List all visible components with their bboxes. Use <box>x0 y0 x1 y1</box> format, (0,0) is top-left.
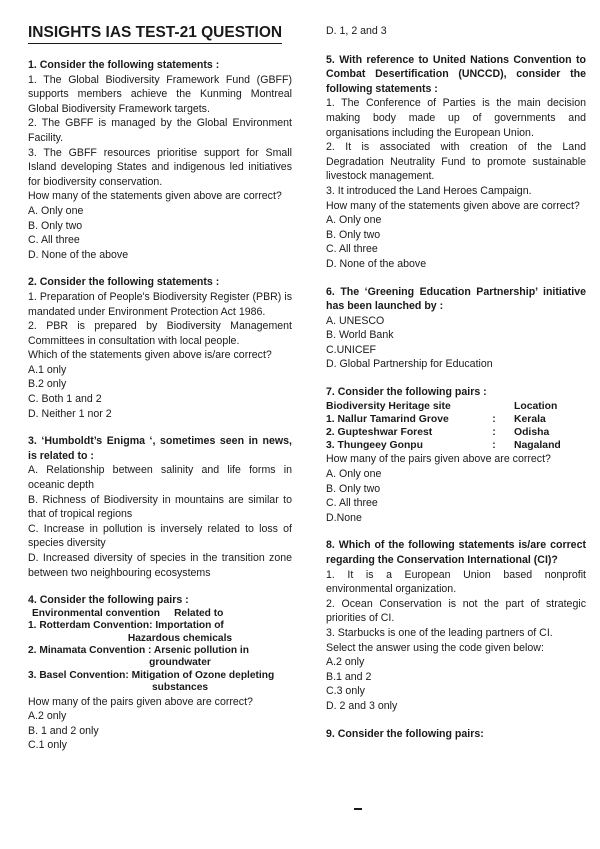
option: D. 2 and 3 only <box>326 699 398 712</box>
question-heading: 4. Consider the following pairs : <box>28 594 189 607</box>
question-2 <box>28 275 292 421</box>
question-6 <box>326 285 586 373</box>
question-prompt: Which of the statements given above is/are correct? <box>28 349 272 362</box>
option: A. Only one <box>28 204 84 217</box>
option: C. Both 1 and 2 <box>28 393 102 406</box>
question-prompt: How many of the statements given above are correct? <box>28 190 282 203</box>
option: C.1 only <box>28 739 67 752</box>
statement: 3. It introduced the Land Heroes Campaign. <box>326 184 532 197</box>
question-8 <box>326 538 586 713</box>
option: B. Only two <box>326 482 381 495</box>
option: B. Richness of Biodiversity in mountains are similar to that of tropical regions <box>28 493 292 521</box>
option: A. Relationship between salinity and life forms in oceanic depth <box>28 464 292 492</box>
statement: 2. PBR is prepared by Biodiversity Management Committees in consultation with local people. <box>28 320 292 347</box>
option: B.1 and 2 <box>326 670 372 683</box>
question-heading: 6. The ‘Greening Education Partnership’ initiative has been launched by : <box>326 285 586 313</box>
option: D. 1, 2 and 3 <box>326 25 387 37</box>
option: B. Only two <box>326 228 381 241</box>
option: D. None of the above <box>28 248 129 261</box>
question-4 <box>28 593 292 753</box>
question-3 <box>28 434 292 580</box>
pair-row-line: 2. Minamata Convention : Arsenic pollution in <box>28 645 249 656</box>
question-heading: 1. Consider the following statements : <box>28 59 220 71</box>
statement: 3. Starbucks is one of the leading partners of CI. <box>326 627 553 639</box>
statement: 3. The GBFF resources prioritise support for Small Island developing States and indigenous led initiatives for biodiversity conservation. <box>28 146 292 188</box>
right-column <box>326 24 586 754</box>
question-heading: 7. Consider the following pairs : <box>326 386 487 399</box>
pair-separator: : <box>492 427 496 439</box>
option: A.2 only <box>326 656 365 669</box>
statement: 2. Ocean Conservation is not the part of strategic priorities of CI. <box>326 597 586 625</box>
question-heading: 3. ‘Humboldt’s Enigma ‘, sometimes seen in news, is related to : <box>28 435 292 462</box>
pairs-table-header: Environmental convention Related to <box>32 607 224 619</box>
pair-row-continuation: Hazardous chemicals <box>127 632 233 644</box>
option: D. Global Partnership for Education <box>326 358 493 371</box>
option: A. UNESCO <box>326 314 385 327</box>
pair-row <box>326 413 586 426</box>
page-marker-dash <box>354 808 362 810</box>
option: D. Increased diversity of species in the transition zone between two neighbouring ecosystems <box>28 552 292 579</box>
option: C. All three <box>326 243 378 256</box>
pair-row-continuation: substances <box>151 682 209 694</box>
option: C. All three <box>326 497 378 510</box>
question-1 <box>28 58 292 262</box>
option: A.1 only <box>28 363 67 376</box>
option: A. Only one <box>326 468 382 481</box>
question-heading: 5. With reference to United Nations Convention to Combat Desertification (UNCCD), consider the following statements : <box>326 53 586 95</box>
pair-location: Kerala <box>514 413 546 425</box>
pair-site: 3. Thungeey Gonpu <box>326 440 423 452</box>
pair-location: Odisha <box>514 427 550 439</box>
column-header-location: Location <box>514 400 558 412</box>
option: B. Only two <box>28 219 83 232</box>
question-5 <box>326 53 586 272</box>
statement: 1. Preparation of People's Biodiversity Register (PBR) is mandated under Environment Protection Act 1986. <box>28 290 292 318</box>
question-9 <box>326 727 586 742</box>
page-title: INSIGHTS IAS TEST-21 QUESTION <box>28 24 282 44</box>
pair-site: 2. Gupteshwar Forest <box>326 427 433 439</box>
question-prompt: How many of the pairs given above are correct? <box>28 695 253 708</box>
question-4-continued <box>326 24 586 39</box>
pairs-table <box>28 608 292 695</box>
pair-row <box>326 439 586 452</box>
question-heading: 2. Consider the following statements : <box>28 276 220 289</box>
left-column <box>28 24 292 766</box>
question-7 <box>326 385 586 525</box>
pair-row-line: 3. Basel Convention: Mitigation of Ozone depleting <box>28 669 275 681</box>
option: D. None of the above <box>326 257 427 270</box>
statement: 2. The GBFF is managed by the Global Environment Facility. <box>28 117 292 144</box>
option: A. Only one <box>326 214 382 227</box>
option: B.2 only <box>28 378 67 391</box>
statement: 1. The Global Biodiversity Framework Fund (GBFF) supports members achieve the Kunming Montreal Global Biodiversity Framework targets. <box>28 73 292 115</box>
option: C.3 only <box>326 685 365 698</box>
pair-location: Nagaland <box>514 440 561 452</box>
statement: 2. It is associated with creation of the Land Degradation Neutrality Fund to promote sustainable livestock management. <box>326 141 586 183</box>
option: D. Neither 1 nor 2 <box>28 407 112 420</box>
option: C. All three <box>28 234 80 247</box>
option: D.None <box>326 511 362 524</box>
pairs-table <box>326 400 586 453</box>
pairs-table-header <box>326 400 586 413</box>
statement: 1. The Conference of Parties is the main decision making body made up of governments and organisations including the European Union. <box>326 97 586 139</box>
pair-row-continuation: groundwater <box>149 657 211 669</box>
pair-separator: : <box>492 440 496 452</box>
option: C. Increase in pollution is inversely related to loss of species diversity <box>28 522 292 550</box>
question-heading: 9. Consider the following pairs: <box>326 727 484 740</box>
column-header-site: Biodiversity Heritage site <box>326 400 451 412</box>
option: B. World Bank <box>326 329 394 342</box>
pair-row <box>326 426 586 439</box>
statement: 1. It is a European Union based nonprofit environmental organization. <box>326 568 586 596</box>
column-spacer <box>474 400 514 413</box>
pair-site: 1. Nallur Tamarind Grove <box>326 413 449 425</box>
question-prompt: How many of the statements given above are correct? <box>326 199 580 212</box>
pair-row-line: 1. Rotterdam Convention: Importation of <box>28 620 224 632</box>
question-prompt: Select the answer using the code given below: <box>326 641 544 654</box>
option: B. 1 and 2 only <box>28 724 99 737</box>
question-heading: 8. Which of the following statements is/are correct regarding the Conservation International (CI)? <box>326 539 586 567</box>
option: C.UNICEF <box>326 343 377 356</box>
pair-separator: : <box>492 413 496 425</box>
question-prompt: How many of the pairs given above are correct? <box>326 453 551 466</box>
option: A.2 only <box>28 710 67 723</box>
